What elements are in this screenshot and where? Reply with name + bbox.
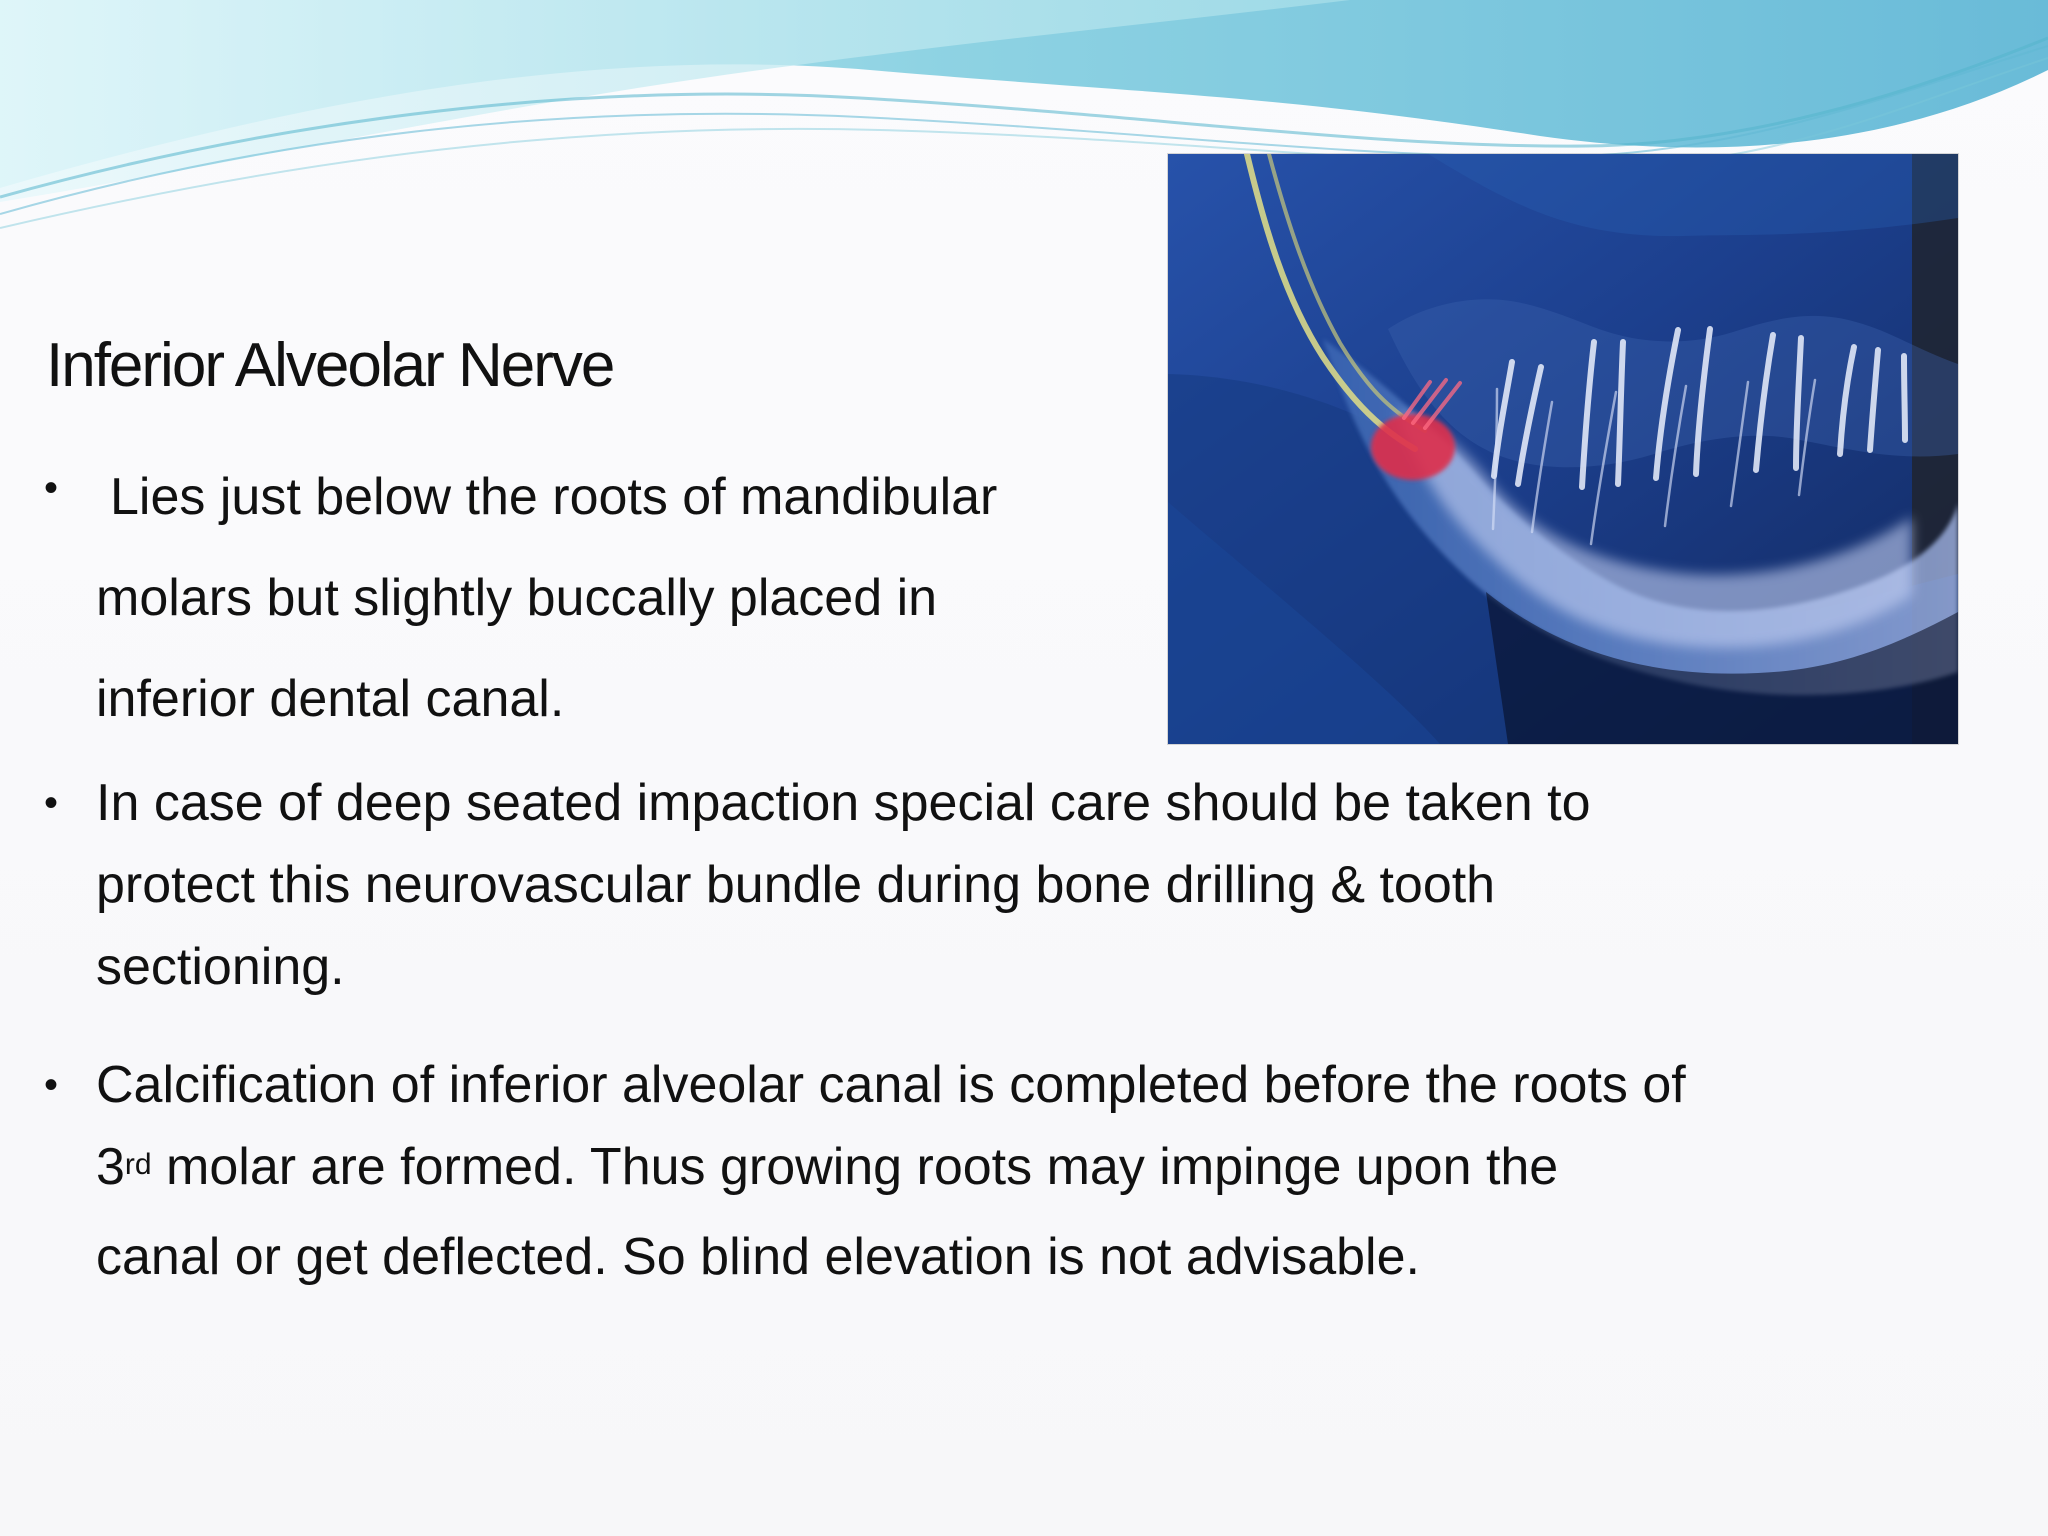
bullet-line	[0, 1126, 1880, 1216]
slide-title: Inferior Alveolar Nerve	[46, 331, 614, 400]
bullet-dot-icon: •	[44, 1063, 59, 1107]
bullet-line: molars but slightly buccally placed in	[96, 569, 938, 627]
bullet-line-continuation: molar are formed. Thus growing roots may impinge upon the	[151, 1138, 1559, 1196]
bullet-line: In case of deep seated impaction special care should be taken to	[96, 774, 1591, 832]
bullet-line: Lies just below the roots of mandibular	[110, 468, 998, 526]
ordinal-suffix: rd	[124, 1148, 152, 1181]
bullet-line: sectioning.	[96, 938, 345, 996]
bullet-line: Calcification of inferior alveolar canal is completed before the roots of	[96, 1056, 1686, 1114]
bullet-line: canal or get deflected. So blind elevation is not advisable.	[96, 1228, 1420, 1286]
bullet-line: protect this neurovascular bundle during bone drilling & tooth	[96, 856, 1496, 914]
jaw-xray-image	[1168, 154, 1958, 744]
bullet-item	[0, 1044, 1880, 1298]
bullet-line: inferior dental canal.	[96, 670, 565, 728]
ordinal-number: 3	[96, 1138, 125, 1196]
bullet-item	[0, 762, 1880, 1008]
bullet-dot-icon: •	[44, 781, 59, 825]
bullet-dot-icon: •	[44, 466, 59, 510]
